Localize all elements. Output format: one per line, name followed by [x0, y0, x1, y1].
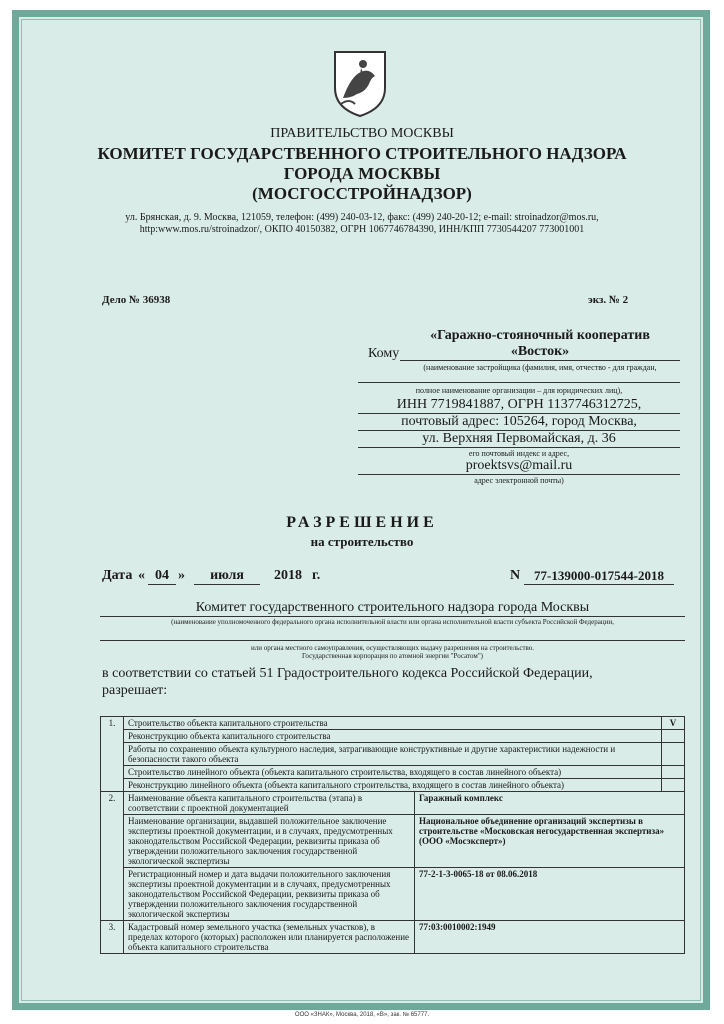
committee-name-line1: КОМИТЕТ ГОСУДАРСТВЕННОГО СТРОИТЕЛЬНОГО НАДЗОРА	[97, 144, 627, 163]
date-label: Дата	[102, 568, 133, 583]
case-number: Дело № 36938	[102, 294, 171, 306]
recipient-label: Кому	[368, 346, 400, 361]
date-day: 04	[148, 568, 176, 585]
authority-caption-1: (наименование уполномоченного федерального органа исполнительной власти или органа исполнительной власти субъекта Российской Федерации,	[171, 618, 614, 626]
recipient-caption-2: полное наименование организации – для юридических лиц),	[415, 386, 623, 395]
recipient-postal-2: ул. Верхняя Первомайская, д. 36	[358, 431, 680, 448]
recipient-caption-1: (наименование застройщика (фамилия, имя, отчество - для граждан,	[423, 363, 657, 372]
committee-address: ул. Брянская, д. 9. Москва, 121059, телефон: (499) 240-03-12, факс: (499) 240-20-12; e-mail: stroinadzor@mos.ru,	[125, 212, 599, 223]
table-row: 3. Кадастровый номер земельного участка (земельных участков), в пределах которого (которых) расположен или планируется расположение объекта капитального строительства 77:03:0010002:1949	[101, 921, 685, 954]
printer-footer: ООО «ЗНАК», Москва, 2018, «В», зак. № 65777.	[294, 1012, 430, 1018]
table-row: Реконструкцию объекта капитального строительства	[101, 730, 685, 743]
committee-name-line2: ГОРОДА МОСКВЫ	[283, 164, 441, 183]
table-row: Строительство линейного объекта (объекта капитального строительства, входящего в состав линейного объекта)	[101, 766, 685, 779]
document-subtitle: на строительство	[310, 534, 414, 549]
permit-number: 77-139000-017544-2018	[524, 568, 674, 585]
committee-requisites: http:www.mos.ru/stroinadzor/, ОКПО 40150382, ОГРН 1067746784390, ИНН/КПП 7730544207 773001001	[139, 224, 585, 235]
recipient-caption-4: адрес электронной почты)	[474, 476, 564, 485]
recipient-email: proektsvs@mail.ru	[358, 458, 680, 475]
recipient-name-line2: «Восток»	[400, 344, 680, 361]
table-row: Наименование организации, выдавшей положительное заключение экспертизы проектной документации, и в случаях, предусмотренных законодательством Российской Федерации, реквизиты приказа об утверждении положительного заключения государственной экологической экспертизы Национальное объединение организаций экспертизы в строительстве «Московская негосударственная экспертиза» (ООО «Мосэксперт»)	[101, 815, 685, 868]
permit-table	[100, 716, 685, 954]
table-row: Реконструкцию линейного объекта (объекта капитального строительства, входящего в состав линейного объекта)	[101, 779, 685, 792]
table-row: Работы по сохранению объекта культурного наследия, затрагивающие конструктивные и другие характеристики надежности и безопасности такого объекта	[101, 743, 685, 766]
basis-line-1: в соответствии со статьей 51 Градостроительного кодекса Российской Федерации,	[102, 666, 593, 681]
table-row: Регистрационный номер и дата выдачи положительного заключения экспертизы проектной документации и в случаях, предусмотренных законодательством Российской Федерации, реквизиты приказа об утверждении положительного заключения государственной экологической экспертизы 77-2-1-3-0065-18 от 08.06.2018	[101, 868, 685, 921]
number-label: N	[510, 568, 521, 583]
document-title: РАЗРЕШЕНИЕ	[286, 514, 438, 531]
committee-abbr: (МОСГОССТРОЙНАДЗОР)	[252, 184, 472, 203]
table-row: 2. Наименование объекта капитального строительства (этапа) в соответствии с проектной документацией Гаражный комплекс	[101, 792, 685, 815]
table-row: 1. Строительство объекта капитального строительства V	[101, 717, 685, 730]
authority-caption-2: или органа местного самоуправления, осуществляющих выдачу разрешения на строительство.	[250, 644, 535, 652]
recipient-postal-1: почтовый адрес: 105264, город Москва,	[358, 414, 680, 431]
recipient-name-line1: «Гаражно-стояночный кооператив	[430, 328, 650, 343]
recipient-inn: ИНН 7719841887, ОГРН 1137746312725,	[358, 397, 680, 414]
authority-name: Комитет государственного строительного надзора города Москвы	[100, 600, 685, 617]
document-page: ПРАВИТЕЛЬСТВО МОСКВЫ КОМИТЕТ ГОСУДАРСТВЕННОГО СТРОИТЕЛЬНОГО НАДЗОРА ГОРОДА МОСКВЫ (МОСГОССТРОЙНАДЗОР) ул. Брянская, д. 9. Москва, 121059, телефон: (499) 240-03-12, факс: (499) 240-20-12; e-mail: stroinadzor@mos.ru, http:www.mos.ru/stroinadzor/, ОКПО 40150382, ОГРН 1067746784390, ИНН/КПП 7730544207 773001001 Дело № 36938 экз. № 2 Кому «Гаражно-стояночный кооператив «Восток» (наименование застройщика (фамилия, имя, отчество - для граждан, полное наименование организации – для юридических лиц), ИНН 7719841887, ОГРН 1137746312725, почтовый адрес: 105264, город Москва, ул. Верхняя Первомайская, д. 36 его почтовый индекс и адрес, proektsvs@mail.ru адрес электронной почты) РАЗРЕШЕНИЕ на строительство Дата « 04 » июля 2018 г. N 77-139000-017544-2018 Комитет государственного строительного надзора города Москвы (наименование уполномоченного федерального органа исполнительной власти или органа исполнительной власти субъекта Российской Федерации, или органа местного самоуправления, осуществляющих выдачу разрешения на строительство. Государственная корпорация по атомной энергии "Росатом") в соответствии со статьей 51 Градостроительного кодекса Российской Федерации, разрешает: 1. Строительство объекта капитального строительства V Реконструкцию объекта капитального строительства Работы по сохранению объекта культурного наследия, затрагивающие конструктивные и другие характеристики надежности и безопасности такого объекта Строительство линейного объекта (объекта капитального строительства, входящего в состав линейного объекта) Реконструкцию линейного объекта (объекта капитального строительства, входящего в состав линейного объекта) 2. Наименование объекта капитального строительства (этапа) в соответствии с проектной документацией Гаражный комплекс Наименование организации, выдавшей положительное заключение экспертизы проектной документации, и в случаях, предусмотренных законодательством Российской Федерации, реквизиты приказа об утверждении положительного заключения государственной экологической экспертизы Национальное объединение организаций экспертизы в строительстве «Московская негосударственная экспертиза» (ООО «Мосэксперт») Регистрационный номер и дата выдачи положительного заключения экспертизы проектной документации и в случаях, предусмотренных законодательством Российской Федерации, реквизиты приказа об утверждении положительного заключения государственной экологической экспертизы 77-2-1-3-0065-18 от 08.06.2018 3. Кадастровый номер земельного участка (земельных участков), в пределах которого (которых) расположен или планируется расположение объекта капитального строительства 77:03:0010002:1949	[28, 20, 696, 1000]
authority-caption-3: Государственная корпорация по атомной энергии "Росатом")	[301, 652, 484, 660]
moscow-coat-of-arms-icon	[331, 48, 389, 118]
copy-number: экз. № 2	[588, 294, 629, 306]
date-month: июля	[194, 568, 260, 585]
basis-line-2: разрешает:	[102, 683, 168, 698]
recipient-caption-3: его почтовый индекс и адрес,	[468, 449, 570, 458]
selected-mark: V	[662, 717, 685, 730]
government-name: ПРАВИТЕЛЬСТВО МОСКВЫ	[270, 126, 454, 141]
date-year: 2018	[274, 568, 302, 583]
